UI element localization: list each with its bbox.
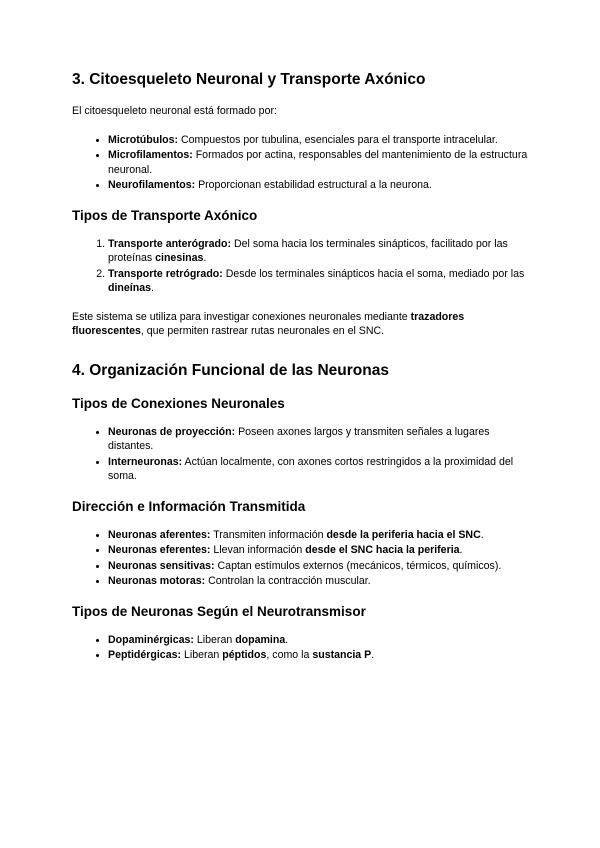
- cytoskeleton-list: [72, 133, 532, 193]
- list-item: [108, 237, 532, 266]
- item-text: Del soma hacia los terminales sinápticos, facilitado por las proteínas: [108, 237, 508, 264]
- item-text: Proporcionan estabilidad estructural a la neurona.: [195, 179, 432, 191]
- item-term: Microtúbulos:: [108, 133, 179, 146]
- item-end: .: [285, 633, 289, 646]
- item-text: Liberan: [181, 649, 223, 661]
- item-term: Neuronas de proyección:: [108, 425, 236, 438]
- item-bold: dopamina: [235, 633, 286, 646]
- item-text: Actúan localmente, con axones cortos restringidos a la proximidad del soma.: [108, 455, 514, 482]
- list-item: [108, 559, 532, 574]
- item-text: Controlan la contracción muscular.: [205, 575, 371, 587]
- list-item: [108, 543, 532, 558]
- transport-list: [72, 237, 532, 296]
- direction-list: [72, 528, 532, 589]
- item-bold: desde el SNC hacia la periferia: [305, 544, 460, 556]
- item-term: Neuronas eferentes:: [108, 544, 211, 556]
- item-bold: sustancia P: [312, 649, 372, 661]
- list-item: [108, 633, 532, 648]
- section-4-title: 4. Organización Funcional de las Neuronas: [72, 361, 389, 379]
- list-item: [108, 267, 532, 296]
- item-text: Formados por actina, responsables del mantenimiento de la estructura neuronal.: [108, 149, 528, 176]
- list-item: [108, 425, 532, 454]
- connections-list: [72, 425, 532, 484]
- item-text: Desde los terminales sinápticos hacia el soma, mediado por las: [222, 267, 525, 280]
- item-term: Microfilamentos:: [108, 149, 193, 161]
- neurotransmitter-list: [72, 633, 532, 663]
- item-bold: cinesinas: [155, 252, 204, 264]
- list-item: [108, 528, 532, 543]
- item-bold: péptidos: [222, 649, 267, 661]
- document-content: [72, 70, 532, 677]
- item-term: Peptidérgicas:: [108, 649, 182, 661]
- item-mid: , como la: [266, 649, 313, 661]
- closing-bold: trazadores fluorescentes: [72, 310, 465, 337]
- item-term: Neurofilamentos:: [108, 179, 196, 191]
- item-text: Poseen axones largos y transmiten señales a lugares distantes.: [108, 425, 490, 452]
- list-item: [108, 148, 532, 177]
- item-term: Transporte retrógrado:: [108, 267, 223, 280]
- item-term: Interneuronas:: [108, 455, 183, 468]
- item-bold: desde la periferia hacia el SNC: [326, 528, 481, 541]
- item-end: .: [150, 282, 154, 294]
- item-text: Llevan información: [210, 544, 306, 556]
- item-text: Compuestos por tubulina, esenciales para el transporte intracelular.: [178, 133, 498, 146]
- item-bold: dineínas: [108, 282, 151, 294]
- list-item: [108, 133, 532, 148]
- list-item: [108, 455, 532, 484]
- item-text: Liberan: [193, 633, 236, 646]
- item-end: .: [203, 252, 207, 264]
- list-item: [108, 574, 532, 589]
- closing-end: , que permiten rastrear rutas neuronales en el SNC.: [140, 325, 385, 337]
- list-item: [108, 178, 532, 193]
- item-end: .: [371, 649, 375, 661]
- item-term: Neuronas aferentes:: [108, 528, 211, 541]
- item-term: Neuronas motoras:: [108, 575, 206, 587]
- item-term: Neuronas sensitivas:: [108, 559, 215, 572]
- list-item: [108, 648, 532, 663]
- item-end: .: [459, 544, 463, 556]
- transport-heading: Tipos de Transporte Axónico: [72, 207, 258, 223]
- item-text: Transmiten información: [210, 528, 327, 541]
- item-term: Dopaminérgicas:: [108, 633, 194, 646]
- connections-heading: Tipos de Conexiones Neuronales: [72, 395, 285, 411]
- neurotransmitter-heading: Tipos de Neuronas Según el Neurotransmisor: [72, 603, 366, 619]
- item-end: .: [480, 528, 484, 541]
- item-term: Transporte anterógrado:: [108, 237, 232, 250]
- closing-text: Este sistema se utiliza para investigar conexiones neuronales mediante: [72, 310, 411, 323]
- transport-closing: [72, 310, 532, 339]
- section-3-intro: El citoesqueleto neuronal está formado por:: [72, 105, 277, 117]
- direction-heading: Dirección e Información Transmitida: [72, 498, 306, 514]
- section-3-title: 3. Citoesqueleto Neuronal y Transporte Axónico: [72, 71, 426, 88]
- item-text: Captan estímulos externos (mecánicos, térmicos, químicos).: [214, 559, 502, 572]
